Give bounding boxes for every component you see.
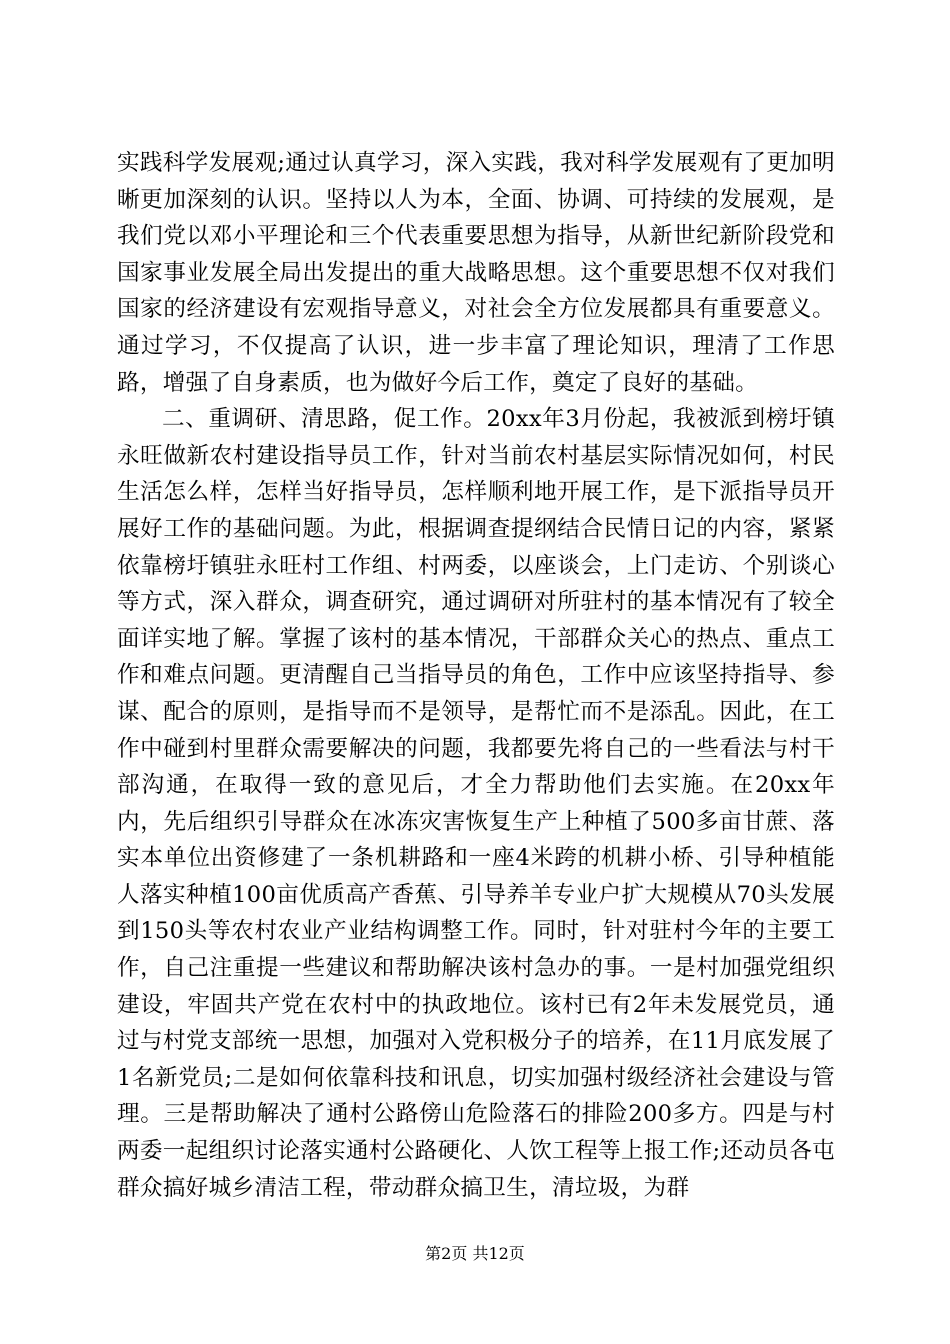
page-number-footer: 第2页 共12页 <box>425 1244 525 1263</box>
paragraph-2: 二、重调研、清思路，促工作。20xx年3月份起，我被派到榜圩镇永旺做新农村建设指导员工作，针对当前农村基层实际情况如何，村民生活怎么样，怎样当好指导员，怎样顺利地开展工作，是下派指导员开展好工作的基础问题。为此，根据调查提纲结合民情日记的内容，紧紧依靠榜圩镇驻永旺村工作组、村两委，以座谈会，上门走访、个别谈心等方式，深入群众，调查研究，通过调研对所驻村的基本情况有了较全面详实地了解。掌握了该村的基本情况，干部群众关心的热点、重点工作和难点问题。更清醒自己当指导员的角色，工作中应该坚持指导、参谋、配合的原则，是指导而不是领导，是帮忙而不是添乱。因此，在工作中碰到村里群众需要解决的问题，我都要先将自己的一些看法与村干部沟通，在取得一致的意见后，才全力帮助他们去实施。在20xx年内，先后组织引导群众在冰冻灾害恢复生产上种植了500多亩甘蔗、落实本单位出资修建了一条机耕路和一座4米跨的机耕小桥、引导种植能人落实种植100亩优质高产香蕉、引导养羊专业户扩大规模从70头发展到150头等农村农业产业结构调整工作。同时，针对驻村今年的主要工作，自己注重提一些建议和帮助解决该村急办的事。一是村加强党组织建设，牢固共产党在农村中的执政地位。该村已有2年未发展党员，通过与村党支部统一思想，加强对入党积极分子的培养，在11月底发展了1名新党员;二是如何依靠科技和讯息，切实加强村级经济社会建设与管理。三是帮助解决了通村公路傍山危险落石的排险200多方。四是与村两委一起组织讨论落实通村公路硬化、人饮工程等上报工作;还动员各屯群众搞好城乡清洁工程，带动群众搞卫生，清垃圾，为群 <box>117 406 835 1201</box>
document-body <box>117 145 835 1206</box>
paragraph-1: 实践科学发展观;通过认真学习，深入实践，我对科学发展观有了更加明晰更加深刻的认识。坚持以人为本，全面、协调、可持续的发展观，是我们党以邓小平理论和三个代表重要思想为指导，从新世纪新阶段党和国家事业发展全局出发提出的重大战略思想。这个重要思想不仅对我们国家的经济建设有宏观指导意义，对社会全方位发展都具有重要意义。通过学习，不仅提高了认识，进一步丰富了理论知识，理清了工作思路，增强了自身素质，也为做好今后工作，奠定了良好的基础。 <box>117 150 835 396</box>
